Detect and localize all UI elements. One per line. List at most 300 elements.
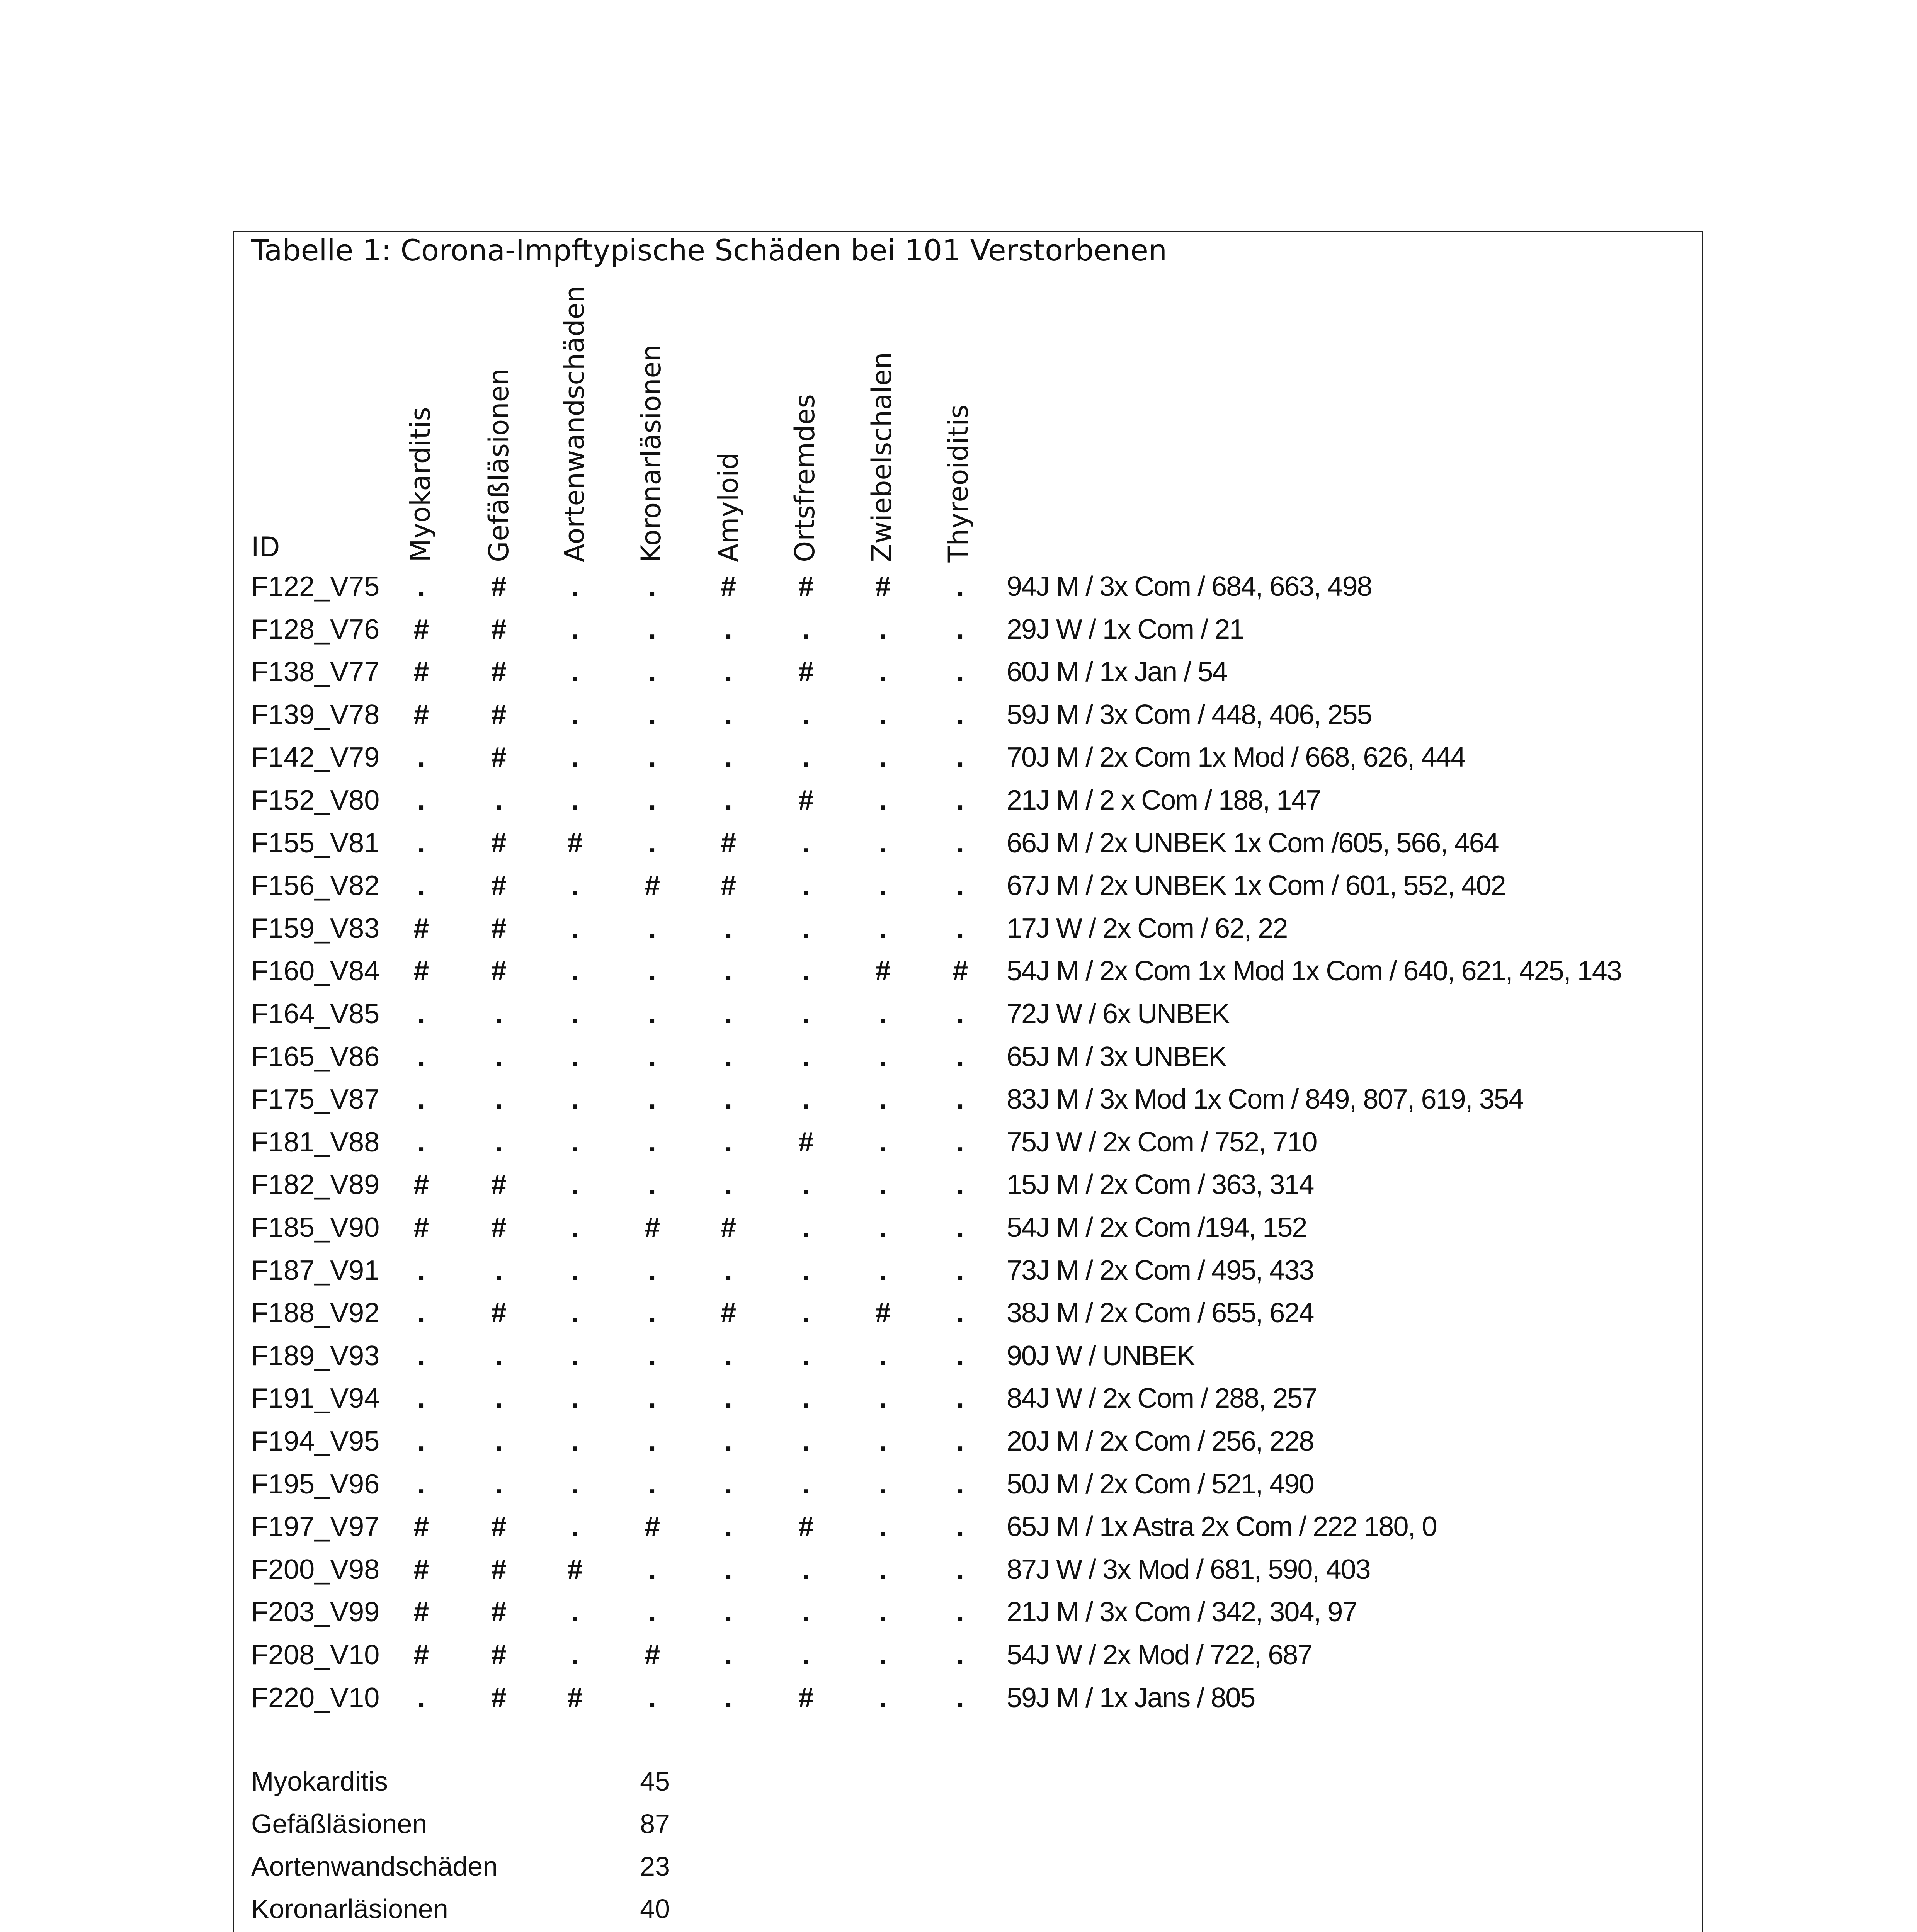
row-info: 75J W / 2x Com / 752, 710 (1007, 1126, 1317, 1158)
mark-gefaesslaesionen: . (495, 1340, 503, 1371)
mark-thyreoiditis: . (956, 1383, 964, 1414)
mark-ortsfremdes: . (802, 956, 810, 987)
table-row (0, 779, 1917, 821)
mark-koronarlaesionen: # (644, 1511, 660, 1543)
mark-ortsfremdes: # (798, 785, 814, 816)
mark-koronarlaesionen: . (648, 699, 656, 730)
mark-thyreoiditis: . (956, 785, 964, 816)
mark-gefaesslaesionen: # (491, 699, 507, 730)
mark-gefaesslaesionen: # (491, 870, 507, 901)
row-info: 73J M / 2x Com / 495, 433 (1007, 1255, 1314, 1286)
table-row (0, 1420, 1917, 1463)
mark-koronarlaesionen: . (648, 956, 656, 987)
mark-amyloid: . (724, 1597, 732, 1628)
row-info: 50J M / 2x Com / 521, 490 (1007, 1468, 1314, 1500)
mark-koronarlaesionen: . (648, 1126, 656, 1158)
mark-ortsfremdes: . (802, 614, 810, 645)
mark-koronarlaesionen: . (648, 785, 656, 816)
mark-myokarditis: . (417, 742, 425, 773)
mark-myokarditis: . (417, 870, 425, 901)
summary-row (0, 1803, 1917, 1845)
mark-gefaesslaesionen: # (491, 656, 507, 688)
row-info: 72J W / 6x UNBEK (1007, 998, 1230, 1029)
row-id: F194_V95 (251, 1426, 380, 1457)
mark-gefaesslaesionen: # (491, 614, 507, 645)
mark-thyreoiditis: . (956, 870, 964, 901)
table-row (0, 864, 1917, 907)
mark-thyreoiditis: . (956, 1511, 964, 1543)
mark-gefaesslaesionen: # (491, 1511, 507, 1543)
row-info: 59J M / 3x Com / 448, 406, 255 (1007, 699, 1372, 730)
mark-zwiebelschalen: . (879, 699, 887, 730)
row-id: F185_V90 (251, 1212, 380, 1243)
row-id: F160_V84 (251, 956, 380, 987)
table-row (0, 950, 1917, 992)
mark-myokarditis: . (417, 571, 425, 602)
mark-myokarditis: # (413, 913, 429, 944)
table-row (0, 1206, 1917, 1249)
mark-thyreoiditis: . (956, 1084, 964, 1115)
mark-ortsfremdes: # (798, 1511, 814, 1543)
summary-value: 45 (640, 1766, 670, 1796)
row-id: F195_V96 (251, 1468, 380, 1500)
mark-koronarlaesionen: . (648, 1255, 656, 1286)
mark-amyloid: . (724, 1084, 732, 1115)
mark-myokarditis: # (413, 1169, 429, 1201)
mark-zwiebelschalen: . (879, 1554, 887, 1585)
mark-thyreoiditis: . (956, 1298, 964, 1329)
column-header-myokarditis: Myokarditis (405, 407, 436, 562)
mark-amyloid: . (724, 1639, 732, 1670)
mark-thyreoiditis: . (956, 1340, 964, 1371)
row-info: 21J M / 2 x Com / 188, 147 (1007, 785, 1321, 816)
mark-ortsfremdes: . (802, 998, 810, 1029)
table-row (0, 1163, 1917, 1206)
mark-gefaesslaesionen: # (491, 742, 507, 773)
mark-gefaesslaesionen: # (491, 1554, 507, 1585)
mark-gefaesslaesionen: . (495, 785, 503, 816)
mark-gefaesslaesionen: # (491, 827, 507, 859)
mark-aortenwandschaeden: . (571, 742, 579, 773)
mark-zwiebelschalen: . (879, 913, 887, 944)
mark-ortsfremdes: . (802, 1298, 810, 1329)
row-info: 84J W / 2x Com / 288, 257 (1007, 1383, 1317, 1414)
table-row (0, 1078, 1917, 1121)
mark-zwiebelschalen: . (879, 1255, 887, 1286)
id-column-header: ID (251, 531, 280, 563)
mark-aortenwandschaeden: . (571, 1383, 579, 1414)
mark-koronarlaesionen: . (648, 1169, 656, 1201)
mark-gefaesslaesionen: # (491, 1682, 507, 1713)
mark-gefaesslaesionen: # (491, 1169, 507, 1201)
table-title: Tabelle 1: Corona-Impftypische Schäden bei 101 Verstorbenen (251, 233, 1167, 267)
mark-koronarlaesionen: # (644, 1212, 660, 1243)
mark-thyreoiditis: . (956, 1639, 964, 1670)
table-row (0, 651, 1917, 693)
mark-koronarlaesionen: . (648, 1340, 656, 1371)
mark-thyreoiditis: . (956, 656, 964, 688)
mark-gefaesslaesionen: . (495, 998, 503, 1029)
row-info: 87J W / 3x Mod / 681, 590, 403 (1007, 1554, 1370, 1585)
mark-amyloid: . (724, 1255, 732, 1286)
table-row (0, 1548, 1917, 1591)
mark-thyreoiditis: . (956, 1682, 964, 1713)
mark-zwiebelschalen: . (879, 827, 887, 859)
mark-aortenwandschaeden: . (571, 1084, 579, 1115)
mark-zwiebelschalen: . (879, 1084, 887, 1115)
mark-amyloid: # (720, 1298, 737, 1329)
mark-zwiebelschalen: . (879, 998, 887, 1029)
mark-thyreoiditis: . (956, 1041, 964, 1072)
row-info: 67J M / 2x UNBEK 1x Com / 601, 552, 402 (1007, 870, 1505, 901)
row-info: 90J W / UNBEK (1007, 1340, 1195, 1371)
summary-label: Myokarditis (251, 1766, 388, 1796)
row-info: 65J M / 1x Astra 2x Com / 222 180, 0 (1007, 1511, 1437, 1543)
row-id: F152_V80 (251, 785, 380, 816)
row-id: F139_V78 (251, 699, 380, 730)
column-header-amyloid: Amyloid (713, 452, 744, 562)
mark-ortsfremdes: # (798, 571, 814, 602)
table-row (0, 565, 1917, 608)
mark-myokarditis: # (413, 1511, 429, 1543)
table-row (0, 1292, 1917, 1334)
mark-myokarditis: # (413, 699, 429, 730)
mark-myokarditis: . (417, 1041, 425, 1072)
row-id: F142_V79 (251, 742, 380, 773)
mark-myokarditis: . (417, 1340, 425, 1371)
row-id: F187_V91 (251, 1255, 380, 1286)
mark-thyreoiditis: . (956, 1255, 964, 1286)
row-info: 15J M / 2x Com / 363, 314 (1007, 1169, 1314, 1201)
mark-aortenwandschaeden: . (571, 1340, 579, 1371)
mark-amyloid: . (724, 1383, 732, 1414)
table-row (0, 1249, 1917, 1292)
mark-ortsfremdes: . (802, 1340, 810, 1371)
mark-aortenwandschaeden: . (571, 1639, 579, 1670)
mark-koronarlaesionen: . (648, 1468, 656, 1500)
mark-aortenwandschaeden: # (567, 1554, 583, 1585)
table-row (0, 1505, 1917, 1548)
mark-myokarditis: # (413, 614, 429, 645)
mark-koronarlaesionen: . (648, 1682, 656, 1713)
row-id: F159_V83 (251, 913, 380, 944)
column-header-aortenwandschaeden: Aortenwandschäden (559, 285, 590, 562)
summary-label: Koronarläsionen (251, 1894, 448, 1924)
mark-amyloid: # (720, 571, 737, 602)
mark-amyloid: . (724, 785, 732, 816)
mark-myokarditis: . (417, 1426, 425, 1457)
mark-gefaesslaesionen: # (491, 1212, 507, 1243)
mark-zwiebelschalen: . (879, 1468, 887, 1500)
table-row (0, 736, 1917, 779)
mark-aortenwandschaeden: # (567, 1682, 583, 1713)
mark-myokarditis: . (417, 1298, 425, 1329)
mark-zwiebelschalen: # (875, 571, 891, 602)
mark-aortenwandschaeden: . (571, 1126, 579, 1158)
mark-myokarditis: # (413, 1639, 429, 1670)
mark-amyloid: . (724, 1340, 732, 1371)
mark-thyreoiditis: . (956, 614, 964, 645)
mark-ortsfremdes: . (802, 1468, 810, 1500)
table-row (0, 1036, 1917, 1078)
mark-amyloid: # (720, 1212, 737, 1243)
mark-koronarlaesionen: . (648, 913, 656, 944)
row-id: F165_V86 (251, 1041, 380, 1072)
mark-zwiebelschalen: . (879, 870, 887, 901)
mark-thyreoiditis: . (956, 1468, 964, 1500)
mark-aortenwandschaeden: . (571, 785, 579, 816)
mark-myokarditis: . (417, 1126, 425, 1158)
mark-gefaesslaesionen: # (491, 956, 507, 987)
mark-myokarditis: . (417, 785, 425, 816)
mark-zwiebelschalen: . (879, 1682, 887, 1713)
row-id: F164_V85 (251, 998, 380, 1029)
summary-row (0, 1760, 1917, 1803)
mark-zwiebelschalen: # (875, 1298, 891, 1329)
mark-gefaesslaesionen: . (495, 1126, 503, 1158)
row-info: 17J W / 2x Com / 62, 22 (1007, 913, 1288, 944)
mark-zwiebelschalen: . (879, 1212, 887, 1243)
mark-gefaesslaesionen: . (495, 1383, 503, 1414)
mark-myokarditis: . (417, 1468, 425, 1500)
mark-amyloid: . (724, 1468, 732, 1500)
mark-aortenwandschaeden: . (571, 656, 579, 688)
mark-myokarditis: . (417, 1084, 425, 1115)
mark-zwiebelschalen: . (879, 1383, 887, 1414)
mark-thyreoiditis: . (956, 699, 964, 730)
mark-thyreoiditis: . (956, 913, 964, 944)
mark-zwiebelschalen: . (879, 1426, 887, 1457)
row-id: F155_V81 (251, 827, 380, 859)
mark-gefaesslaesionen: . (495, 1041, 503, 1072)
mark-ortsfremdes: . (802, 913, 810, 944)
row-id: F138_V77 (251, 656, 380, 688)
mark-koronarlaesionen: . (648, 827, 656, 859)
mark-zwiebelschalen: . (879, 1511, 887, 1543)
mark-myokarditis: . (417, 1682, 425, 1713)
table-row (0, 822, 1917, 864)
summary-value (634, 1930, 676, 1932)
mark-zwiebelschalen: . (879, 1639, 887, 1670)
mark-aortenwandschaeden: . (571, 1298, 579, 1329)
mark-aortenwandschaeden: . (571, 1597, 579, 1628)
mark-koronarlaesionen: . (648, 1554, 656, 1585)
row-info: 94J M / 3x Com / 684, 663, 498 (1007, 571, 1372, 602)
table-row (0, 1377, 1917, 1420)
row-info: 59J M / 1x Jans / 805 (1007, 1682, 1255, 1713)
mark-amyloid: . (724, 956, 732, 987)
row-info: 20J M / 2x Com / 256, 228 (1007, 1426, 1314, 1457)
mark-koronarlaesionen: . (648, 1597, 656, 1628)
summary-row (0, 1930, 1917, 1932)
table-row (0, 1121, 1917, 1163)
mark-ortsfremdes: . (802, 1169, 810, 1201)
mark-amyloid: . (724, 1041, 732, 1072)
mark-ortsfremdes: . (802, 1084, 810, 1115)
mark-zwiebelschalen: # (875, 956, 891, 987)
row-id: F181_V88 (251, 1126, 380, 1158)
mark-thyreoiditis: . (956, 1426, 964, 1457)
mark-ortsfremdes: # (798, 656, 814, 688)
table-row (0, 1634, 1917, 1676)
summary-value: 23 (640, 1851, 670, 1881)
mark-thyreoiditis: . (956, 1126, 964, 1158)
row-info: 83J M / 3x Mod 1x Com / 849, 807, 619, 354 (1007, 1084, 1523, 1115)
mark-koronarlaesionen: . (648, 998, 656, 1029)
mark-amyloid: . (724, 1169, 732, 1201)
table-row (0, 1463, 1917, 1505)
mark-ortsfremdes: # (798, 1682, 814, 1713)
row-id: F175_V87 (251, 1084, 380, 1115)
mark-ortsfremdes: . (802, 1041, 810, 1072)
mark-myokarditis: . (417, 1255, 425, 1286)
mark-koronarlaesionen: . (648, 1426, 656, 1457)
mark-amyloid: . (724, 1554, 732, 1585)
mark-aortenwandschaeden: . (571, 870, 579, 901)
mark-myokarditis: # (413, 656, 429, 688)
mark-amyloid: # (720, 827, 737, 859)
mark-ortsfremdes: # (798, 1126, 814, 1158)
mark-thyreoiditis: . (956, 571, 964, 602)
mark-aortenwandschaeden: . (571, 1212, 579, 1243)
mark-myokarditis: # (413, 1597, 429, 1628)
mark-ortsfremdes: . (802, 1255, 810, 1286)
summary-value: 87 (640, 1809, 670, 1839)
mark-gefaesslaesionen: . (495, 1426, 503, 1457)
mark-koronarlaesionen: . (648, 1041, 656, 1072)
mark-gefaesslaesionen: # (491, 571, 507, 602)
table-row (0, 1335, 1917, 1377)
mark-aortenwandschaeden: . (571, 1041, 579, 1072)
mark-amyloid: . (724, 1682, 732, 1713)
table-row (0, 907, 1917, 950)
mark-thyreoiditis: . (956, 1212, 964, 1243)
mark-zwiebelschalen: . (879, 1041, 887, 1072)
row-id: F182_V89 (251, 1169, 380, 1201)
mark-gefaesslaesionen: # (491, 1639, 507, 1670)
mark-gefaesslaesionen: . (495, 1468, 503, 1500)
mark-koronarlaesionen: . (648, 1383, 656, 1414)
mark-thyreoiditis: . (956, 1554, 964, 1585)
summary-row (0, 1845, 1917, 1888)
mark-ortsfremdes: . (802, 827, 810, 859)
column-header-zwiebelschalen: Zwiebelschalen (866, 352, 898, 562)
mark-thyreoiditis: # (952, 956, 968, 987)
mark-koronarlaesionen: # (644, 1639, 660, 1670)
mark-amyloid: . (724, 1511, 732, 1543)
row-id: F191_V94 (251, 1383, 380, 1414)
mark-amyloid: . (724, 1126, 732, 1158)
summary-value: 40 (640, 1894, 670, 1924)
row-id: F220_V10 (251, 1682, 380, 1713)
row-id: F208_V10 (251, 1639, 380, 1670)
mark-aortenwandschaeden: . (571, 998, 579, 1029)
column-header-koronarlaesionen: Koronarläsionen (635, 344, 667, 562)
column-header-thyreoiditis: Thyreoiditis (942, 404, 974, 562)
row-id: F156_V82 (251, 870, 380, 901)
row-info: 38J M / 2x Com / 655, 624 (1007, 1298, 1314, 1329)
mark-zwiebelschalen: . (879, 1597, 887, 1628)
mark-ortsfremdes: . (802, 1212, 810, 1243)
mark-amyloid: . (724, 913, 732, 944)
row-info: 54J M / 2x Com 1x Mod 1x Com / 640, 621, 425, 143 (1007, 956, 1621, 987)
mark-aortenwandschaeden: . (571, 1426, 579, 1457)
mark-aortenwandschaeden: . (571, 571, 579, 602)
mark-gefaesslaesionen: . (495, 1084, 503, 1115)
row-id: F188_V92 (251, 1298, 380, 1329)
mark-aortenwandschaeden: . (571, 1255, 579, 1286)
mark-zwiebelschalen: . (879, 1340, 887, 1371)
mark-koronarlaesionen: # (644, 870, 660, 901)
table-row (0, 993, 1917, 1035)
mark-ortsfremdes: . (802, 1383, 810, 1414)
mark-zwiebelschalen: . (879, 1126, 887, 1158)
mark-zwiebelschalen: . (879, 1169, 887, 1201)
row-id: F122_V75 (251, 571, 380, 602)
row-info: 21J M / 3x Com / 342, 304, 97 (1007, 1597, 1357, 1628)
mark-aortenwandschaeden: . (571, 1169, 579, 1201)
mark-myokarditis: # (413, 956, 429, 987)
mark-koronarlaesionen: . (648, 1084, 656, 1115)
row-info: 65J M / 3x UNBEK (1007, 1041, 1226, 1072)
row-id: F128_V76 (251, 614, 380, 645)
mark-koronarlaesionen: . (648, 656, 656, 688)
row-id: F203_V99 (251, 1597, 380, 1628)
mark-zwiebelschalen: . (879, 742, 887, 773)
mark-gefaesslaesionen: # (491, 913, 507, 944)
mark-myokarditis: # (413, 1212, 429, 1243)
row-info: 29J W / 1x Com / 21 (1007, 614, 1244, 645)
mark-ortsfremdes: . (802, 1597, 810, 1628)
mark-koronarlaesionen: . (648, 614, 656, 645)
mark-ortsfremdes: . (802, 699, 810, 730)
mark-ortsfremdes: . (802, 870, 810, 901)
row-info: 54J W / 2x Mod / 722, 687 (1007, 1639, 1312, 1670)
summary-label: Aortenwandschäden (251, 1851, 498, 1881)
mark-amyloid: . (724, 614, 732, 645)
table-row (0, 608, 1917, 651)
table-row (0, 1591, 1917, 1633)
mark-myokarditis: . (417, 1383, 425, 1414)
mark-amyloid: . (724, 1426, 732, 1457)
summary-label: Gefäßläsionen (251, 1809, 427, 1839)
mark-thyreoiditis: . (956, 998, 964, 1029)
mark-koronarlaesionen: . (648, 742, 656, 773)
summary-row (0, 1888, 1917, 1930)
mark-myokarditis: . (417, 998, 425, 1029)
mark-aortenwandschaeden: . (571, 614, 579, 645)
mark-aortenwandschaeden: . (571, 1511, 579, 1543)
mark-zwiebelschalen: . (879, 614, 887, 645)
mark-koronarlaesionen: . (648, 1298, 656, 1329)
mark-aortenwandschaeden: . (571, 956, 579, 987)
row-id: F200_V98 (251, 1554, 380, 1585)
column-header-ortsfremdes: Ortsfremdes (789, 394, 821, 562)
mark-ortsfremdes: . (802, 1639, 810, 1670)
mark-thyreoiditis: . (956, 742, 964, 773)
mark-gefaesslaesionen: # (491, 1298, 507, 1329)
mark-amyloid: . (724, 742, 732, 773)
mark-gefaesslaesionen: . (495, 1255, 503, 1286)
mark-amyloid: . (724, 998, 732, 1029)
mark-amyloid: . (724, 699, 732, 730)
row-id: F189_V93 (251, 1340, 380, 1371)
mark-aortenwandschaeden: . (571, 1468, 579, 1500)
mark-amyloid: # (720, 870, 737, 901)
mark-zwiebelschalen: . (879, 785, 887, 816)
mark-thyreoiditis: . (956, 1169, 964, 1201)
mark-aortenwandschaeden: . (571, 699, 579, 730)
